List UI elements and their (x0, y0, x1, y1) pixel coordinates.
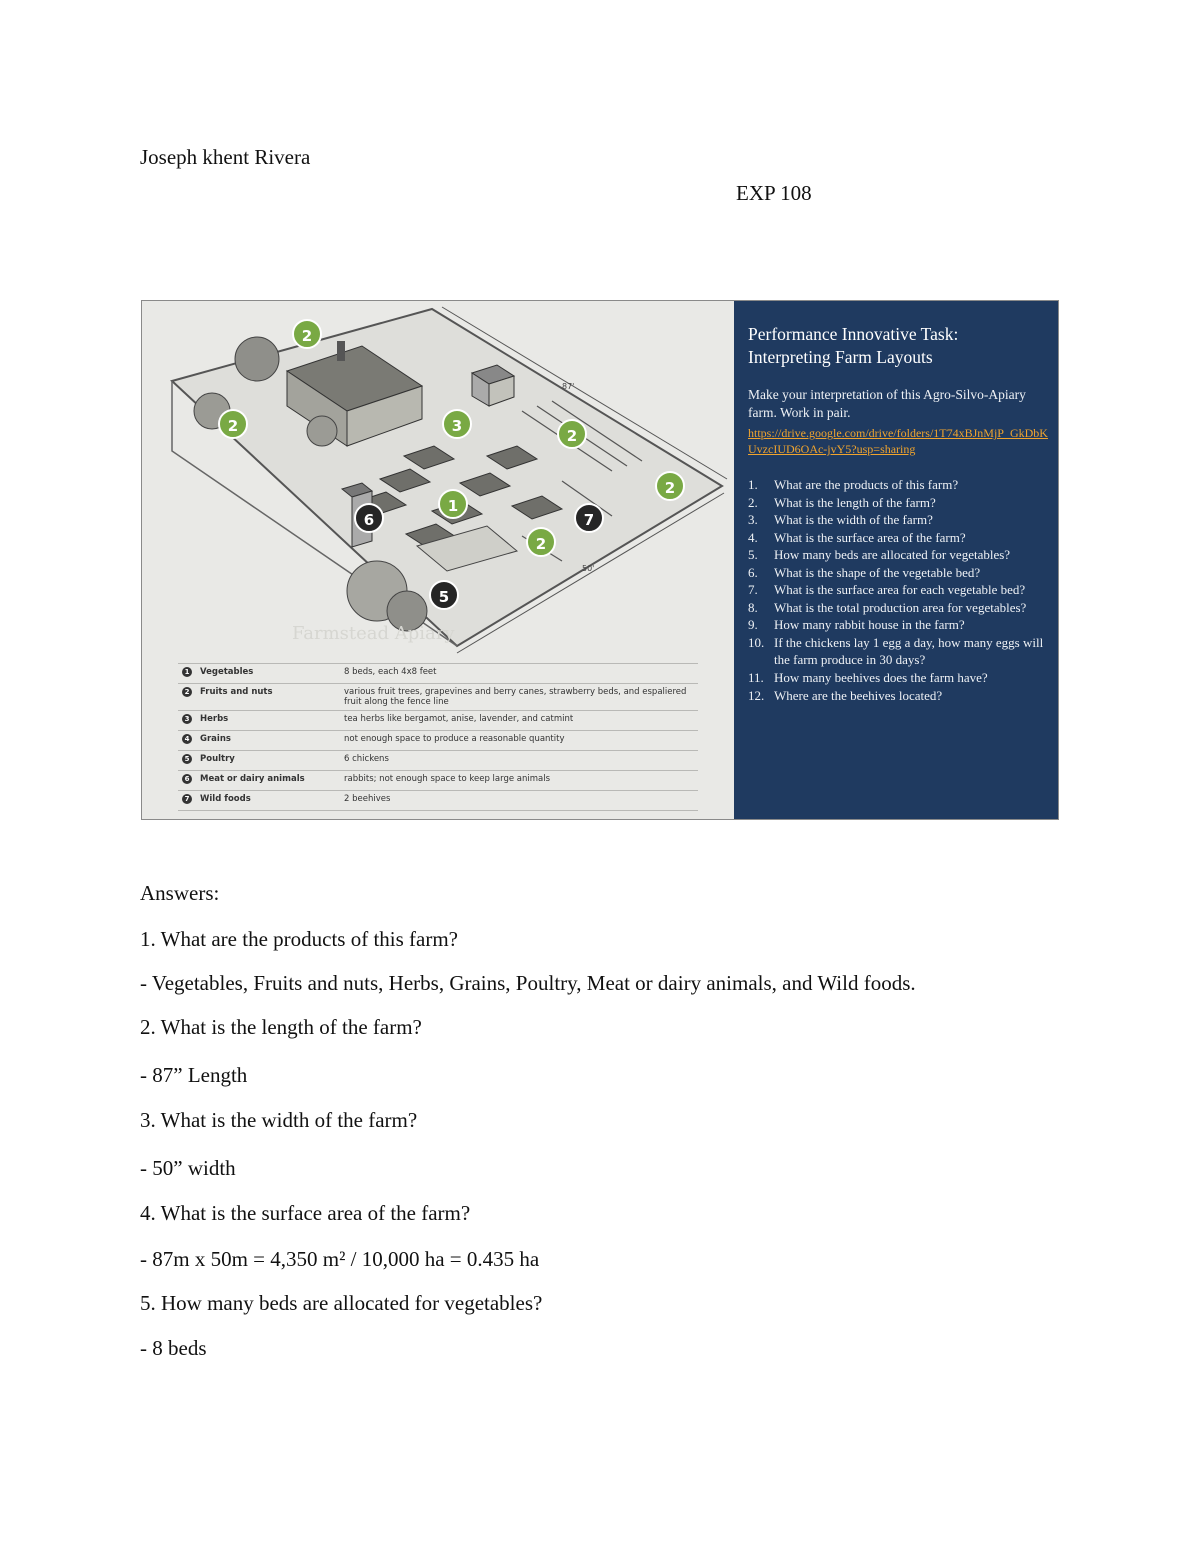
task-description: Make your interpretation of this Agro-Silvo-Apiary farm. Work in pair. (748, 387, 1026, 420)
marker-herbs: 3 (442, 409, 472, 439)
marker-fruits-nuts: 2 (218, 409, 248, 439)
legend-row: 6 Meat or dairy animals rabbits; not enough space to keep large animals (178, 770, 698, 790)
answer-question: 3. What is the width of the farm? (140, 1108, 418, 1132)
list-item: 6. What is the shape of the vegetable bed? (748, 564, 981, 580)
legend-row: 4 Grains not enough space to produce a reasonable quantity (178, 730, 698, 750)
answer-text: - 8 beds (140, 1336, 207, 1360)
list-item: 2. What is the length of the farm? (748, 494, 936, 510)
width-label: 50' (582, 564, 595, 573)
answer-question: 5. How many beds are allocated for vegetables? (140, 1291, 543, 1315)
list-item: 10. If the chickens lay 1 egg a day, how many eggs will the farm produce in 30 days? (748, 634, 1044, 668)
farm-layout-figure (141, 300, 1059, 820)
answers-heading: Answers: (140, 881, 220, 905)
marker-fruits-nuts: 2 (655, 471, 685, 501)
list-item: 11. How many beehives does the farm have? (748, 670, 988, 686)
list-item: 12. Where are the beehives located? (748, 687, 943, 703)
marker-poultry: 5 (429, 580, 459, 610)
list-item: 9. How many rabbit house in the farm? (748, 617, 965, 633)
marker-fruits-nuts: 2 (557, 419, 587, 449)
legend-row: 7 Wild foods 2 beehives (178, 790, 698, 811)
answer-question: 2. What is the length of the farm? (140, 1015, 422, 1039)
course-code: EXP 108 (736, 181, 812, 205)
marker-fruits-nuts: 2 (526, 527, 556, 557)
list-item: 4. What is the surface area of the farm? (748, 529, 966, 545)
length-label: 87' (562, 382, 575, 391)
legend-row: 2 Fruits and nuts various fruit trees, grapevines and berry canes, strawberry beds, and espaliered fruit along the fence line (178, 683, 698, 710)
answer-text: - Vegetables, Fruits and nuts, Herbs, Grains, Poultry, Meat or dairy animals, and Wild foods. (140, 971, 916, 995)
task-panel (734, 301, 1059, 819)
marker-wild-foods: 7 (574, 503, 604, 533)
marker-meat-dairy: 6 (354, 503, 384, 533)
legend-row: 1 Vegetables 8 beds, each 4x8 feet (178, 663, 698, 683)
legend-row: 3 Herbs tea herbs like bergamot, anise, lavender, and catmint (178, 710, 698, 730)
answer-text: - 87” Length (140, 1063, 248, 1087)
illustration-watermark: Farmstead Apiary (292, 623, 455, 644)
list-item: 7. What is the surface area for each vegetable bed? (748, 582, 1026, 598)
legend-row: 5 Poultry 6 chickens (178, 750, 698, 770)
list-item: 5. How many beds are allocated for vegetables? (748, 547, 1011, 563)
answer-question: 1. What are the products of this farm? (140, 927, 459, 951)
marker-fruits-nuts: 2 (292, 319, 322, 349)
marker-vegetables: 1 (438, 489, 468, 519)
answer-text: - 50” width (140, 1156, 236, 1180)
list-item: 3. What is the width of the farm? (748, 512, 933, 528)
question-list (748, 476, 1053, 704)
drive-link[interactable]: https://drive.google.com/drive/folders/1T74xBJnMjP_GkDbKUvzcIUD6OAc-jvY5?usp=sharing (748, 426, 1048, 456)
task-title: Performance Innovative Task: Interpreting Farm Layouts (748, 324, 959, 367)
farm-legend-table (178, 663, 698, 811)
answer-text: - 87m x 50m = 4,350 m² / 10,000 ha = 0.435 ha (140, 1247, 540, 1271)
list-item: 1. What are the products of this farm? (748, 477, 959, 492)
farm-illustration (142, 301, 734, 819)
list-item: 8. What is the total production area for vegetables? (748, 599, 1027, 615)
author-name: Joseph khent Rivera (140, 145, 311, 169)
answer-question: 4. What is the surface area of the farm? (140, 1201, 471, 1225)
